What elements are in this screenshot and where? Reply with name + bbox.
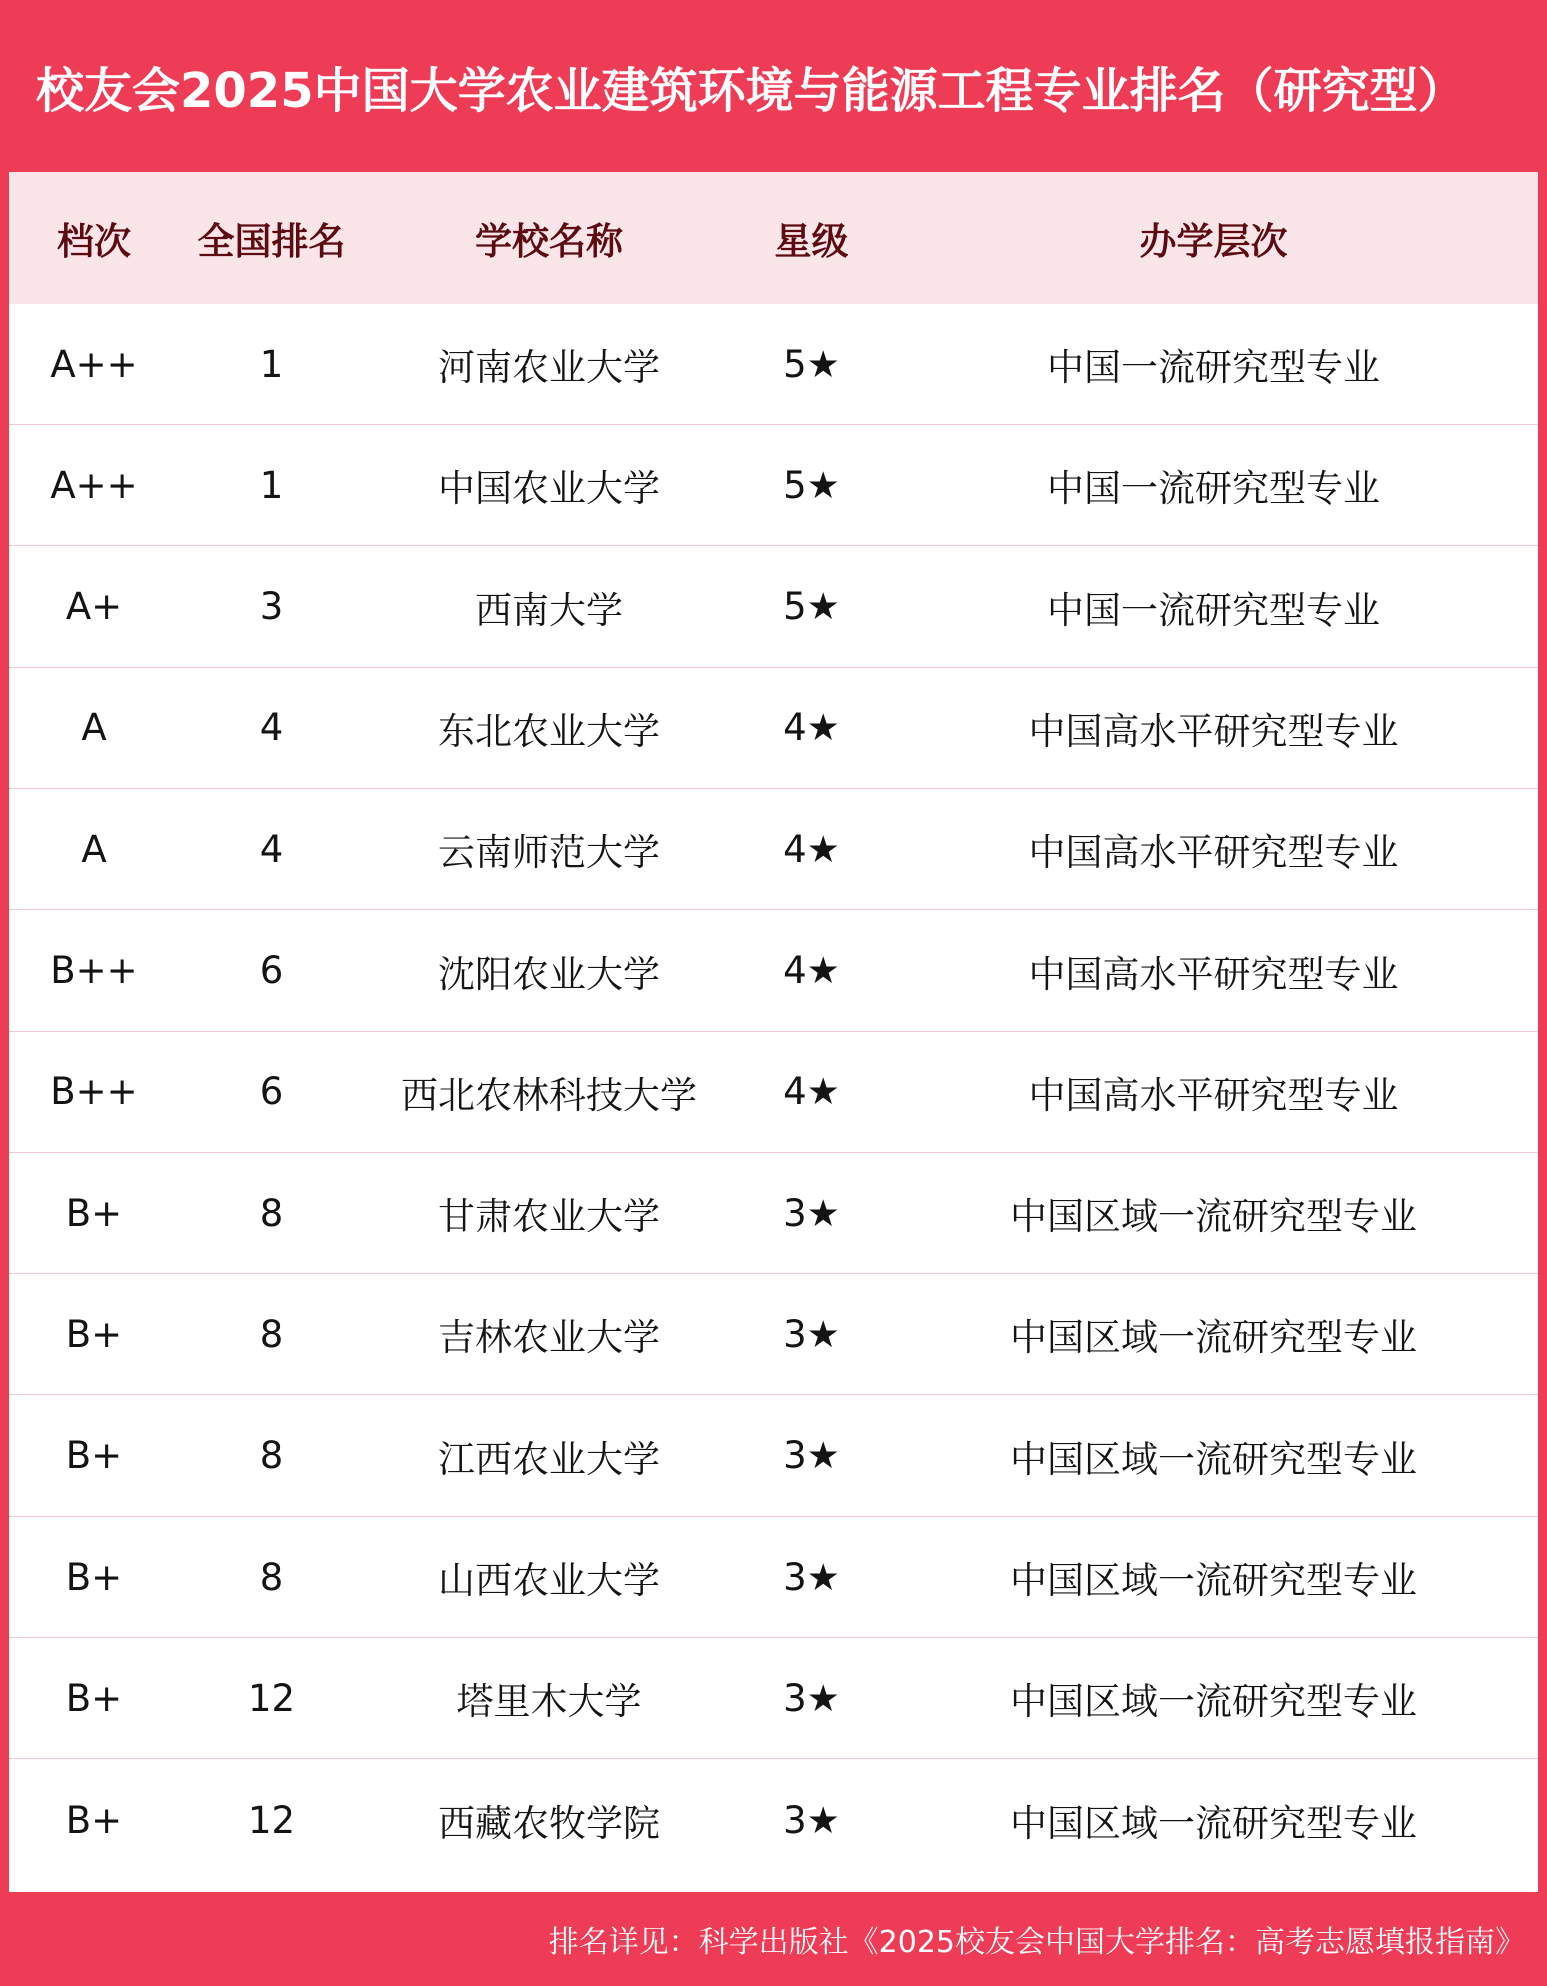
cell-tier: B+ xyxy=(65,1555,123,1599)
table-row xyxy=(9,1517,1538,1638)
cell-tier: B+ xyxy=(65,1312,123,1356)
cell-level: 中国高水平研究型专业 xyxy=(1028,709,1399,753)
page-title: 校友会2025中国大学农业建筑环境与能源工程专业排名（研究型） xyxy=(36,62,1466,119)
cell-level: 中国一流研究型专业 xyxy=(1047,346,1380,389)
cell-rank: 3 xyxy=(259,585,284,629)
cell-stars: 4★ xyxy=(783,827,840,871)
cell-stars: 5★ xyxy=(783,342,840,386)
cell-rank: 12 xyxy=(247,1798,296,1842)
cell-tier: B++ xyxy=(50,1070,138,1114)
cell-tier: A+ xyxy=(65,585,123,629)
cell-tier: B+ xyxy=(65,1191,123,1235)
header-stars: 星级 xyxy=(774,220,849,263)
table-row xyxy=(9,425,1538,546)
cell-rank: 6 xyxy=(259,949,284,992)
table-row xyxy=(9,668,1538,789)
cell-tier: B+ xyxy=(65,1676,123,1720)
table-row xyxy=(9,1274,1538,1395)
table-row xyxy=(9,911,1538,1032)
cell-tier: A++ xyxy=(50,342,138,386)
cell-level: 中国区域一流研究型专业 xyxy=(1010,1559,1417,1602)
cell-stars: 3★ xyxy=(783,1191,840,1235)
table-row xyxy=(9,304,1538,425)
cell-rank: 1 xyxy=(259,463,284,507)
cell-level: 中国区域一流研究型专业 xyxy=(1010,1437,1417,1481)
cell-rank: 12 xyxy=(247,1676,296,1720)
cell-stars: 3★ xyxy=(783,1798,840,1842)
cell-stars: 5★ xyxy=(783,585,840,629)
cell-stars: 4★ xyxy=(783,1070,840,1114)
cell-school: 东北农业大学 xyxy=(438,709,660,753)
cell-level: 中国区域一流研究型专业 xyxy=(1010,1680,1417,1724)
cell-level: 中国高水平研究型专业 xyxy=(1028,831,1399,875)
cell-school: 西北农林科技大学 xyxy=(401,1073,697,1117)
table-row xyxy=(9,1032,1538,1153)
cell-school: 河南农业大学 xyxy=(438,346,660,389)
cell-tier: A xyxy=(81,706,107,750)
cell-stars: 4★ xyxy=(783,949,840,992)
cell-rank: 8 xyxy=(259,1312,284,1356)
cell-tier: B++ xyxy=(50,949,138,992)
cell-school: 云南师范大学 xyxy=(438,831,660,875)
cell-school: 江西农业大学 xyxy=(438,1437,660,1481)
header-rank: 全国排名 xyxy=(197,220,346,263)
cell-rank: 8 xyxy=(259,1434,284,1478)
cell-stars: 3★ xyxy=(783,1676,840,1720)
cell-rank: 8 xyxy=(259,1555,284,1599)
cell-level: 中国高水平研究型专业 xyxy=(1028,952,1399,996)
table-row xyxy=(9,1638,1538,1759)
cell-tier: B+ xyxy=(65,1434,123,1478)
table-row xyxy=(9,547,1538,668)
header-school: 学校名称 xyxy=(475,220,623,263)
cell-level: 中国一流研究型专业 xyxy=(1047,588,1380,632)
cell-level: 中国区域一流研究型专业 xyxy=(1010,1195,1417,1239)
source-note: 排名详见：科学出版社《2025校友会中国大学排名：高考志愿填报指南》 xyxy=(548,1925,1525,1960)
cell-school: 西南大学 xyxy=(475,588,623,632)
cell-level: 中国区域一流研究型专业 xyxy=(1010,1316,1417,1360)
cell-school: 西藏农牧学院 xyxy=(438,1802,660,1846)
table-row xyxy=(9,789,1538,910)
table-row xyxy=(9,1153,1538,1274)
table-row xyxy=(9,1396,1538,1517)
cell-stars: 5★ xyxy=(783,463,840,507)
cell-school: 中国农业大学 xyxy=(438,467,660,511)
cell-tier: B+ xyxy=(65,1798,123,1842)
cell-rank: 4 xyxy=(259,827,284,871)
cell-tier: A++ xyxy=(50,463,138,507)
cell-tier: A xyxy=(81,827,107,871)
cell-rank: 6 xyxy=(259,1070,284,1114)
cell-stars: 4★ xyxy=(783,706,840,750)
cell-level: 中国高水平研究型专业 xyxy=(1028,1073,1399,1117)
table-row xyxy=(9,1760,1538,1881)
cell-rank: 8 xyxy=(259,1191,284,1235)
cell-stars: 3★ xyxy=(783,1434,840,1478)
header-level: 办学层次 xyxy=(1139,220,1288,263)
cell-stars: 3★ xyxy=(783,1312,840,1356)
header-tier: 档次 xyxy=(57,220,131,263)
ranking-table xyxy=(9,172,1538,1892)
cell-rank: 1 xyxy=(259,342,284,386)
cell-school: 塔里木大学 xyxy=(456,1680,642,1724)
cell-school: 山西农业大学 xyxy=(438,1559,660,1602)
table-header xyxy=(9,172,1538,304)
cell-stars: 3★ xyxy=(783,1555,840,1599)
cell-school: 沈阳农业大学 xyxy=(438,952,660,996)
cell-school: 甘肃农业大学 xyxy=(438,1195,660,1239)
cell-level: 中国一流研究型专业 xyxy=(1047,467,1380,511)
cell-level: 中国区域一流研究型专业 xyxy=(1010,1802,1417,1846)
cell-rank: 4 xyxy=(259,706,284,750)
cell-school: 吉林农业大学 xyxy=(438,1316,660,1360)
